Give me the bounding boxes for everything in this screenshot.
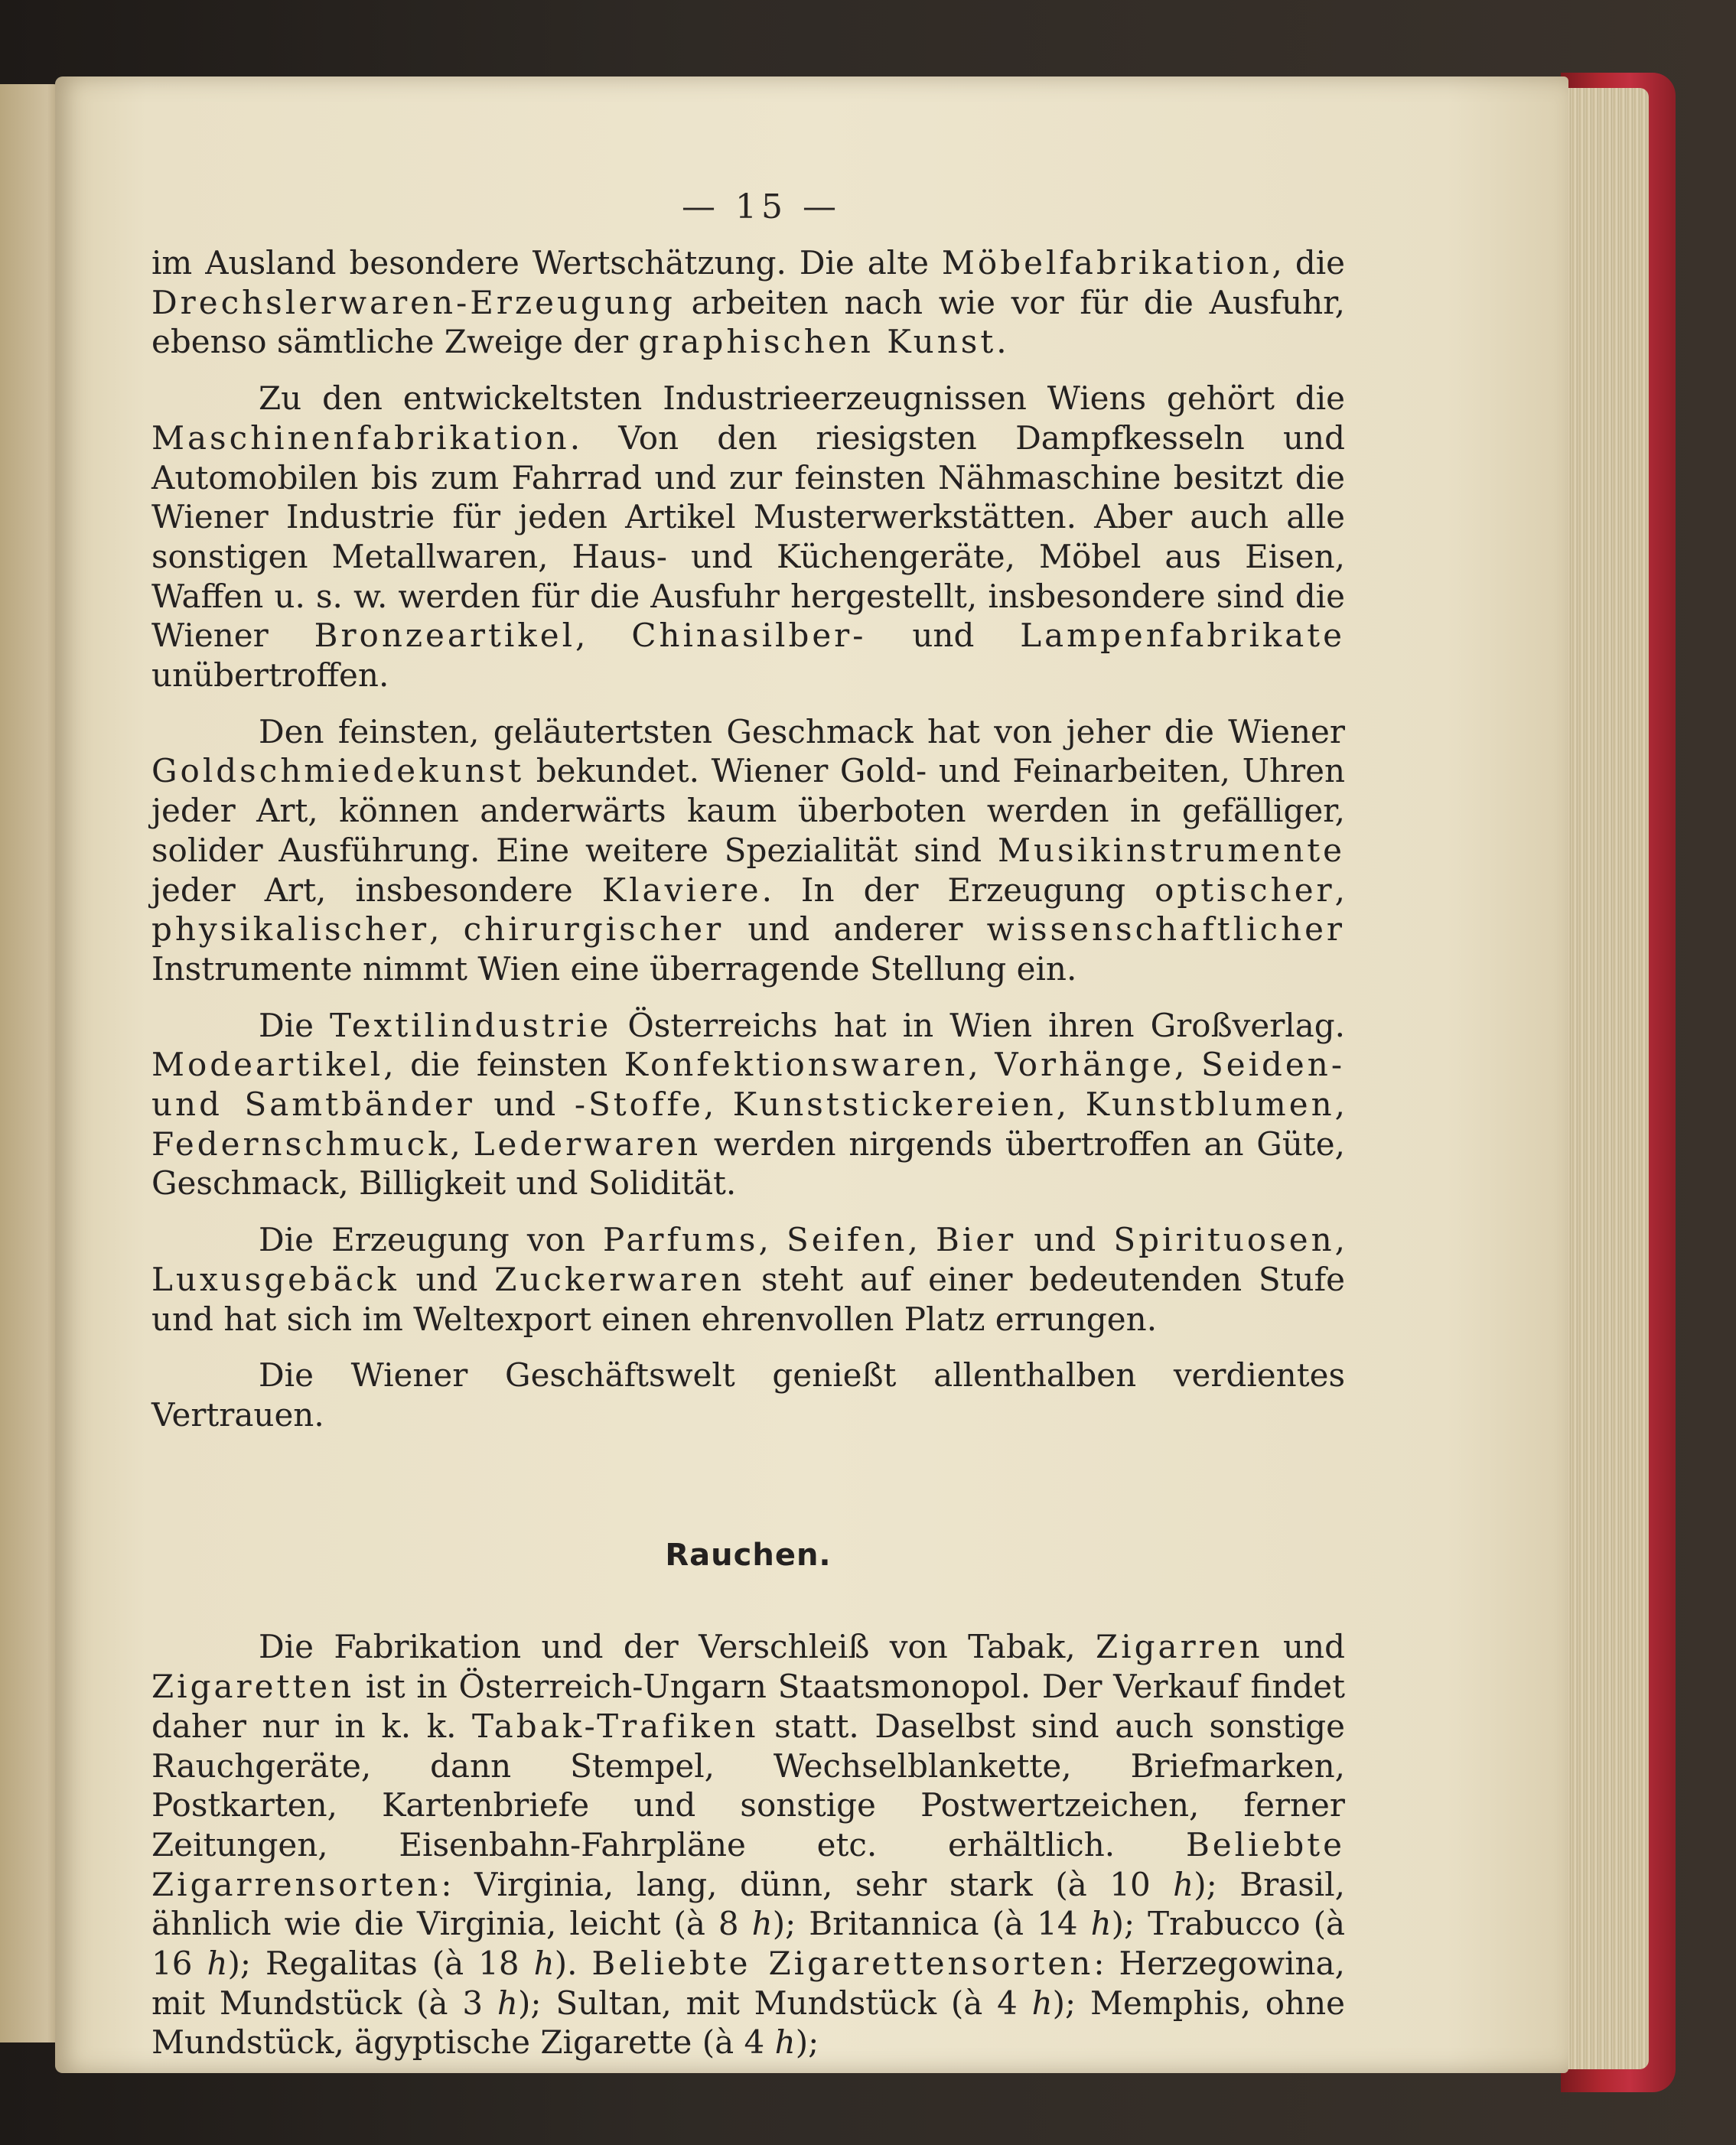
spaced-emphasis: chirurgischer <box>463 910 725 949</box>
spaced-emphasis: Drechslerwaren-Erzeugung <box>151 283 676 321</box>
currency-unit: h <box>1031 1984 1053 2022</box>
spaced-emphasis: Modeartikel <box>151 1046 384 1084</box>
spaced-emphasis: Kunstblumen <box>1085 1086 1335 1124</box>
spaced-emphasis: Musikinstrumente <box>998 831 1345 869</box>
currency-unit: h <box>751 1905 773 1943</box>
spaced-emphasis: Seifen <box>786 1221 908 1259</box>
spaced-emphasis: Parfums <box>603 1221 759 1259</box>
paragraph: Die Erzeugung von Parfums, Seifen, Bier und Spirituosen, Luxusgebäck und Zuckerwaren steht auf einer bedeutenden Stufe und hat sich im Weltexport einen ehrenvollen Platz errungen. <box>151 1221 1346 1338</box>
spaced-emphasis: Kunststickereien <box>732 1086 1057 1124</box>
spaced-emphasis: Konfektionswaren <box>624 1046 969 1084</box>
spaced-emphasis: Zigaretten <box>151 1668 355 1706</box>
spaced-emphasis: Zuckerwaren <box>494 1260 745 1298</box>
spaced-emphasis: Möbelfabrikation <box>941 244 1272 282</box>
spaced-emphasis: Spirituosen <box>1113 1221 1335 1259</box>
paragraph: Den feinsten, geläutertsten Geschmack hat von jeher die Wiener Goldschmiedekunst bekundet. Wiener Gold- und Feinarbeiten, Uhren jeder Art, können anderwärts kaum überboten werden in gefälliger, solider Ausführung. Eine weitere Spezialität sind Musikinstrumente jeder Art, insbesondere Klaviere. In der Erzeugung optischer, physikalischer, chirurgischer und anderer wissenschaftlicher Instrumente nimmt Wien eine überragende Stellung ein. <box>151 712 1345 988</box>
spaced-emphasis: Goldschmiedekunst <box>151 752 525 790</box>
spaced-emphasis: Textilindustrie <box>330 1006 612 1044</box>
currency-unit: h <box>207 1945 228 1983</box>
spaced-emphasis: Vorhänge <box>995 1046 1175 1084</box>
page-stack-edge <box>1557 88 1649 2069</box>
spaced-emphasis: Bronzeartikel <box>314 617 576 655</box>
paragraph: Zu den entwickeltsten Industrieerzeugnissen Wiens gehört die Maschinenfabrikation. Von den riesigsten Dampfkesseln und Automobilen bis zum Fahrrad und zur feinsten Nähmaschine besitzt die Wiener Industrie für jeden Artikel Musterwerkstätten. Aber auch alle sonstigen Metallwaren, Haus- und Küchengeräte, Möbel aus Eisen, Waffen u. s. w. werden für die Ausfuhr hergestellt, insbesondere sind die Wiener Bronzeartikel, Chinasilber- und Lampenfabrikate unübertroffen. <box>151 379 1346 695</box>
spaced-emphasis: Seiden- und Samtbänder <box>151 1046 1346 1124</box>
currency-unit: h <box>774 2023 796 2062</box>
spaced-emphasis: Beliebte Zigarrensorten <box>151 1825 1345 1903</box>
spaced-emphasis: Tabak-Trafiken <box>472 1707 759 1745</box>
paragraph: Die Textilindustrie Österreichs hat in Wien ihren Großverlag. Modeartikel, die feinsten Konfektionswaren, Vorhänge, Seiden- und Samtbänder und -Stoffe, Kunststickereien, Kunstblumen, Federnschmuck, Lederwaren werden nirgends übertroffen an Güte, Geschmack, Billigkeit und Solidität. <box>151 1006 1346 1203</box>
spaced-emphasis: Lederwaren <box>473 1125 702 1163</box>
currency-unit: h <box>533 1945 555 1983</box>
section-heading: Rauchen. <box>665 1537 832 1573</box>
spaced-emphasis: Maschinenfabrikation <box>151 418 570 457</box>
page-content <box>151 243 1345 2079</box>
paragraph: Die Fabrikation und der Verschleiß von Tabak, Zigarren und Zigaretten ist in Österreich-Ungarn Staatsmonopol. Der Verkauf findet daher nur in k. k. Tabak-Trafiken statt. Daselbst sind auch sonstige Rauchgeräte, dann Stempel, Wechselblankette, Briefmarken, Postkarten, Kartenbriefe und sonstige Postwertzeichen, ferner Zeitungen, Eisenbahn-Fahrpläne etc. erhältlich. Beliebte Zigarrensorten: Virginia, lang, dünn, sehr stark (à 10 h); Brasil, ähnlich wie die Virginia, leicht (à 8 h); Britannica (à 14 h); Trabucco (à 16 h); Regalitas (à 18 h). Beliebte Zigarettensorten: Herzegowina, mit Mundstück (à 3 h); Sultan, mit Mundstück (à 4 h); Memphis, ohne Mundstück, ägyptische Zigarette (à 4 h); <box>151 1628 1346 2062</box>
paragraph: Die Wiener Geschäftswelt genießt allenthalben verdientes Vertrauen. <box>151 1356 1345 1434</box>
spaced-emphasis: graphischen Kunst <box>638 323 997 361</box>
spaced-emphasis: wissenschaftlicher <box>986 910 1345 949</box>
spaced-emphasis: Federnschmuck <box>151 1125 451 1163</box>
spaced-emphasis: Bier <box>935 1221 1017 1259</box>
currency-unit: h <box>1173 1865 1194 1903</box>
spaced-emphasis: Luxusgebäck <box>151 1260 399 1298</box>
spaced-emphasis: -Stoffe <box>574 1086 704 1124</box>
currency-unit: h <box>1090 1905 1112 1943</box>
paragraph: im Ausland besondere Wertschätzung. Die alte Möbelfabrikation, die Drechslerwaren-Erzeugung arbeiten nach wie vor für die Ausfuhr, ebenso sämtliche Zweige der graphischen Kunst. <box>151 244 1346 361</box>
spaced-emphasis: physikalischer <box>151 910 430 949</box>
page-number: — 15 — <box>682 187 841 226</box>
spaced-emphasis: Chinasilber- <box>631 617 867 655</box>
spaced-emphasis: Zigarren <box>1096 1628 1263 1666</box>
currency-unit: h <box>497 1984 518 2022</box>
spaced-emphasis: Klaviere <box>601 871 762 909</box>
spaced-emphasis: Beliebte Zigarettensorten <box>591 1945 1094 1983</box>
spaced-emphasis: optischer <box>1155 871 1335 909</box>
spaced-emphasis: Lampenfabrikate <box>1020 617 1346 655</box>
